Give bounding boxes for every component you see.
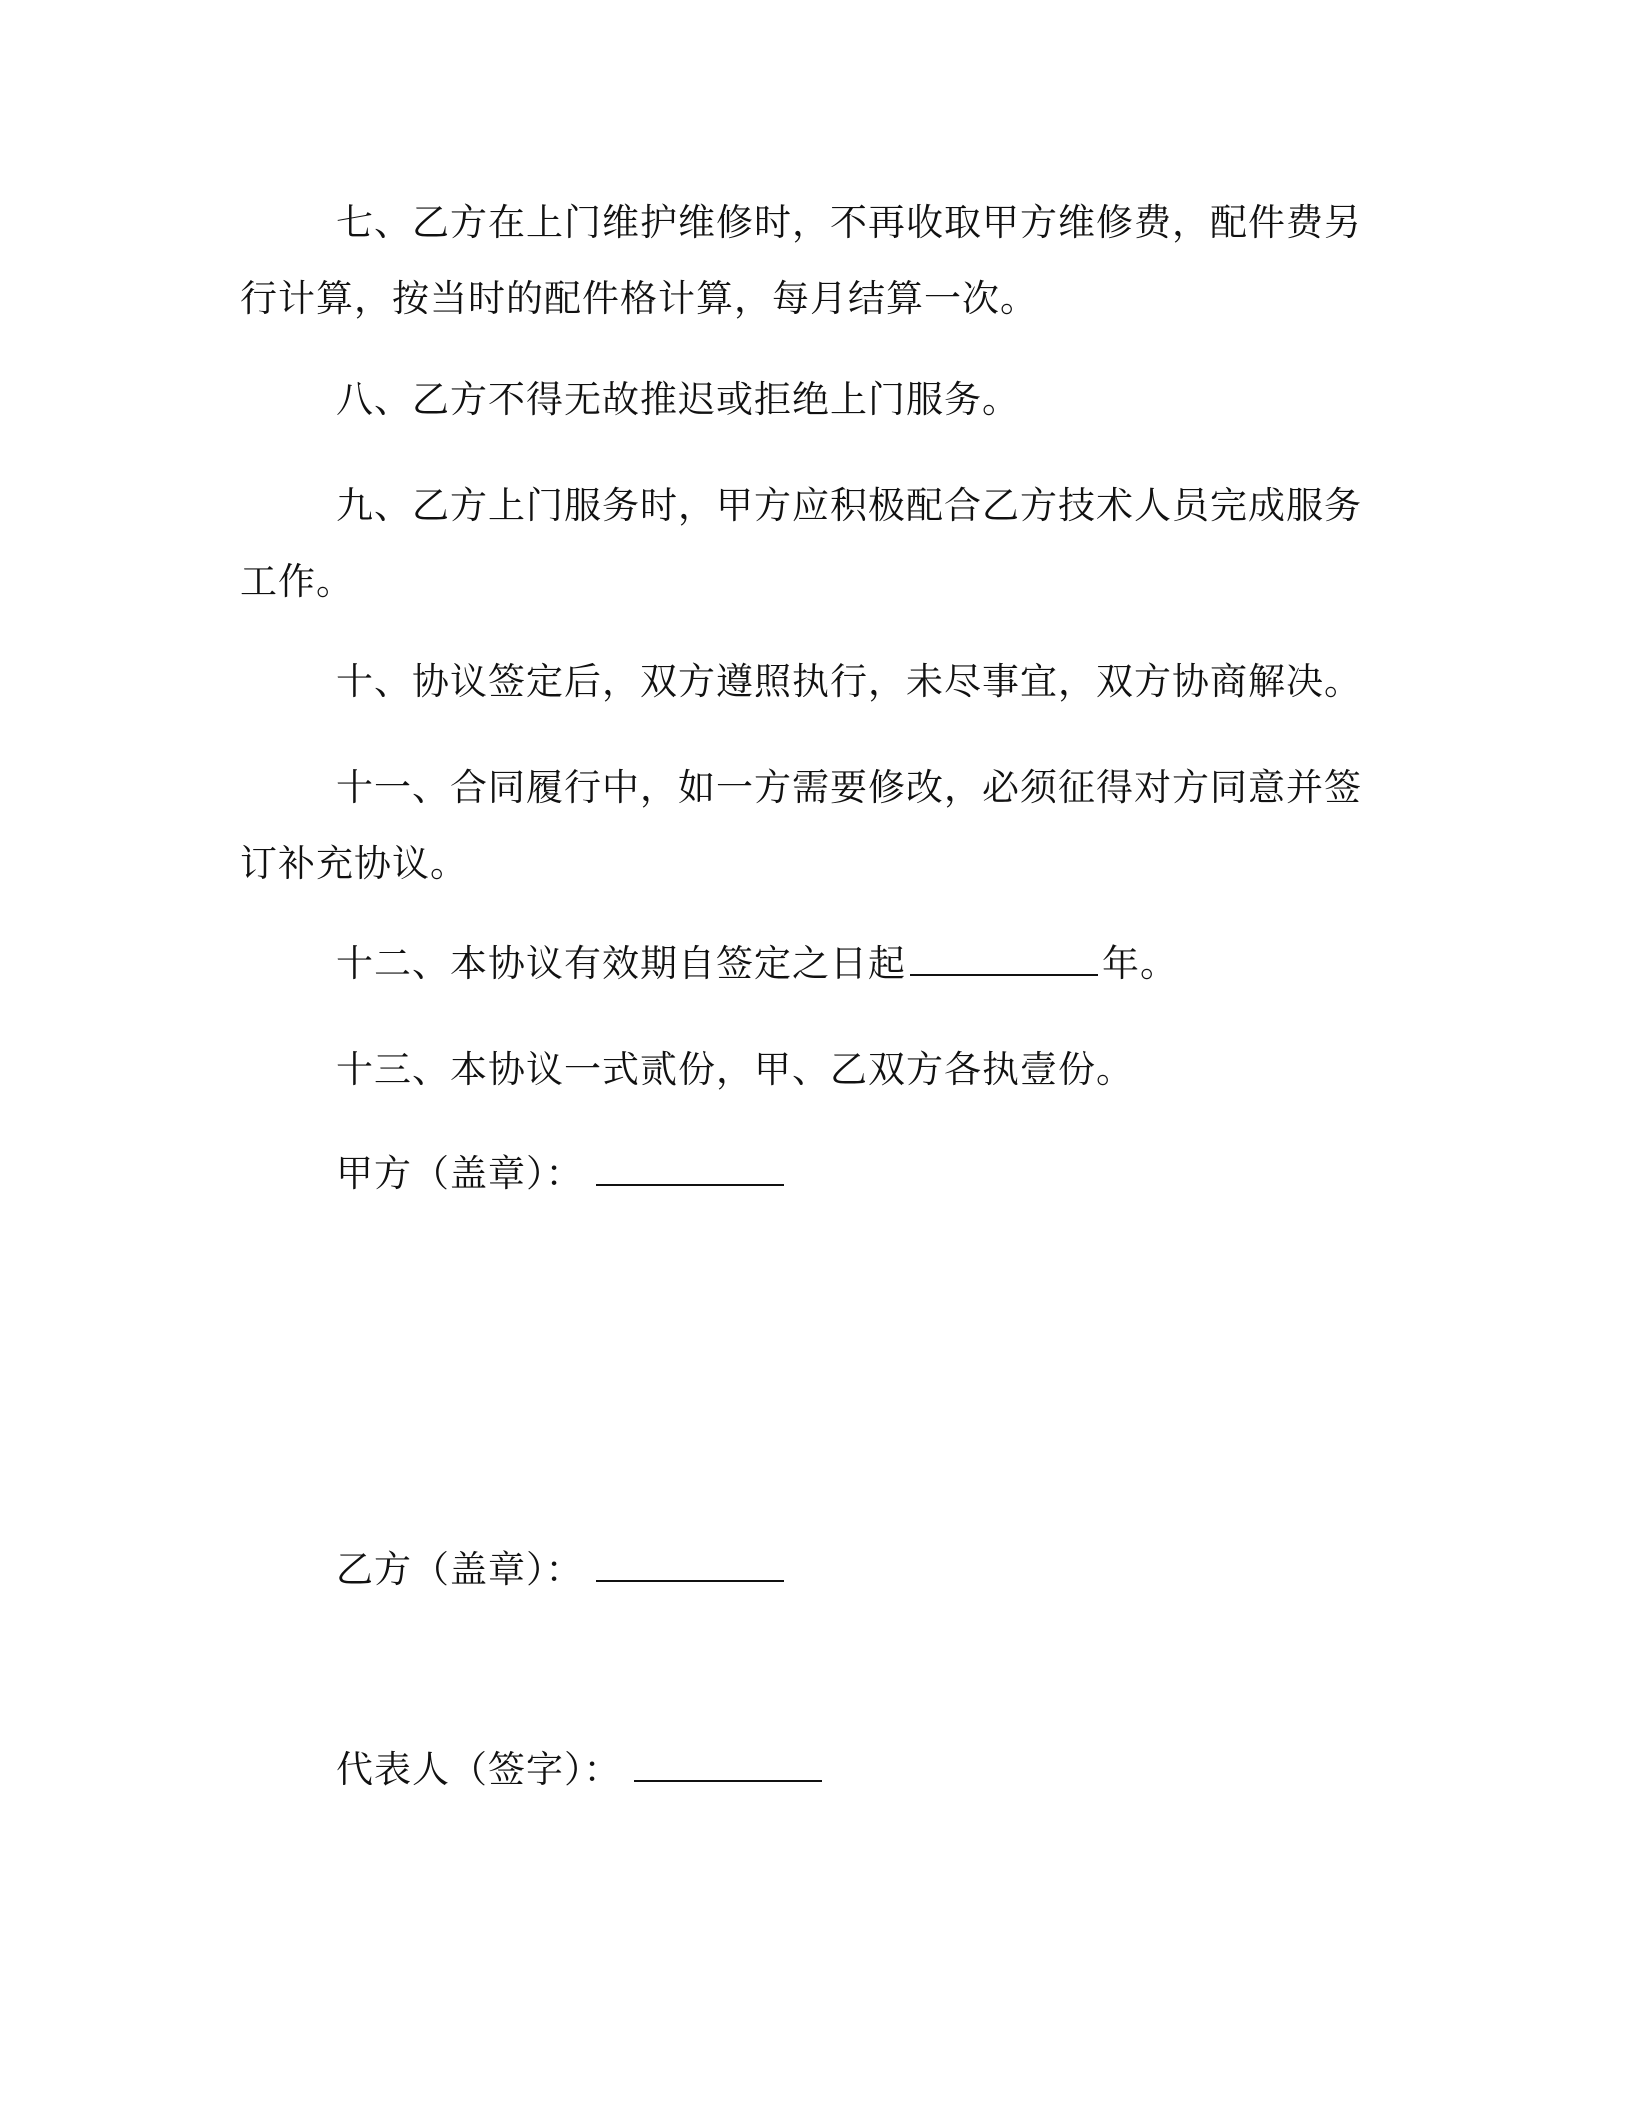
representative-blank (634, 1744, 822, 1782)
party-a-signature (336, 1148, 784, 1199)
clause-10: 十、协议签定后，双方遵照执行，未尽事宜，双方协商解决。 (336, 660, 1362, 703)
clause-7: 七、乙方在上门维护维修时，不再收取甲方维修费，配件费另行计算，按当时的配件格计算，每月结算一次。 (240, 201, 1362, 320)
validity-years-blank (910, 938, 1098, 976)
clause-12-after: 年。 (1102, 942, 1178, 985)
clause-12 (240, 926, 1380, 1002)
representative-label: 代表人（签字）： (336, 1748, 622, 1791)
clause-12-before: 十二、本协议有效期自签定之日起 (336, 942, 906, 985)
representative-signature (336, 1744, 822, 1795)
clause-8: 八、乙方不得无故推迟或拒绝上门服务。 (336, 378, 1020, 421)
clause-11: 十一、合同履行中，如一方需要修改，必须征得对方同意并签订补充协议。 (240, 766, 1362, 885)
party-b-label: 乙方（盖章）： (336, 1548, 584, 1591)
party-b-signature (336, 1544, 784, 1595)
party-b-blank (596, 1544, 784, 1582)
clause-9: 九、乙方上门服务时，甲方应积极配合乙方技术人员完成服务工作。 (240, 484, 1362, 603)
party-a-label: 甲方（盖章）： (336, 1152, 584, 1195)
party-a-blank (596, 1148, 784, 1186)
clause-13: 十三、本协议一式贰份，甲、乙双方各执壹份。 (336, 1048, 1134, 1091)
